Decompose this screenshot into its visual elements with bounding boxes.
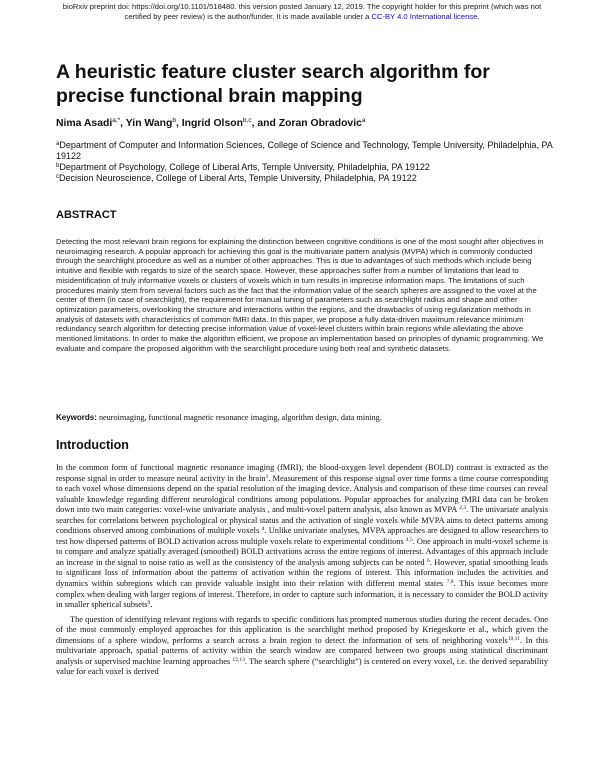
- license-link[interactable]: CC-BY 4.0 International license: [371, 11, 478, 21]
- author-affiliation-mark: a: [361, 117, 366, 124]
- author-name: Yin Wang: [125, 118, 173, 129]
- intro-paragraph: The question of identifying relevant regions with regards to specific conditions has prompted numerous studies during the recent decades. One of the most commonly employed approaches for this application is the searchlight method proposed by Kriegeskorte et al., which given the dimensions of a sphere window, performs a search across a brain region to detect the information of sets of neighboring voxels$^{10,11}$. In this multivariate approach, spatial patterns of activity within the search window are compared between two groups using statistical discriminant analysis or supervised machine learning approaches $^{12,13}$. The search sphere (“searchlight”) is centered on every voxel, i.e. the derived separability value for each voxel is derived: [56, 614, 549, 677]
- citation-ref: 12,13: [232, 656, 245, 663]
- citation-ref: 1: [265, 473, 269, 480]
- author-affiliation-mark: a,*: [112, 117, 121, 124]
- author-name: Nima Asadi: [56, 118, 113, 129]
- author-affiliation-mark: b: [172, 117, 176, 124]
- citation-ref: 2,3: [459, 505, 467, 512]
- affiliation-list: [56, 140, 556, 184]
- citation-ref: 4,5: [405, 536, 413, 543]
- citation-ref: 4: [261, 526, 265, 533]
- citation-ref: 9: [147, 600, 151, 607]
- citation-ref: 6: [427, 557, 430, 564]
- abstract-text: Detecting the most relevant brain regions for explaining the distinction between cognitive conditions is one of the most sought after objectives in neuroimaging research. A popular approach for achieving this goal is the multivariate pattern analysis (MVPA) which is commonly conducted through the searchlight procedure as well as a number of other approaches. This is due to advantages of such methods which include being intuitive and flexible with regards to size of the search space. However, these approaches suffer from a number of limitations that lead to misidentification of truly informative voxels or clusters of voxels which in turn results in imprecise information maps. The limitations of such procedures mainly stem from several factors such as the fact that the information value of the search spheres are assigned to the voxel at the center of them (in case of searchlight), the requirement for manual tuning of parameters such as searchlight radius and shape and other optimization parameters, overlooking the structure and interactions within the regions, and the drawbacks of using regularization methods in analysis of datasets with characteristics of common fMRI data. In this paper, we propose a fully data-driven maximum relevance minimum redundancy search algorithm for detecting precise information value of voxel-level clusters within brain regions while alleviating the above mentioned limitations. In order to make the algorithm efficient, we propose an implementation based on principles of dynamic programming. We evaluate and compare the proposed algorithm with the searchlight procedure using both real and synthetic datasets.: [56, 237, 544, 353]
- preprint-notice: bioRxiv preprint doi: https://doi.org/10.1101/518480. this version posted January 12, 2019. The copyright holder for this preprint (which was not certified by peer review) is the author/funder. It is made available under a CC-BY 4.0 International license.: [62, 2, 542, 21]
- introduction-heading: Introduction: [56, 438, 129, 452]
- affiliation: $^a$Department of Computer and Information Sciences, College of Science and Technology, Temple University, Philadelphia, PA 19122: [56, 140, 553, 162]
- abstract-heading: ABSTRACT: [56, 209, 117, 221]
- author-list: Nima Asadi$^{a,*}$, Yin Wang$^b$, Ingrid Olson$^{b,c}$, and Zoran Obradovic$^a$: [56, 117, 366, 129]
- affiliation: $^b$Department of Psychology, College of Liberal Arts, Temple University, Philadelphia, PA 19122: [56, 162, 430, 173]
- author-affiliation-mark: b,c: [242, 117, 252, 124]
- keywords-line: [56, 413, 548, 423]
- notice-line-1: bioRxiv preprint doi: https://doi.org/10.1101/518480. this version posted January 12, 2019. The copyright holder for this preprint (which was not: [62, 2, 542, 11]
- intro-paragraph: In the common form of functional magnetic resonance imaging (fMRI), the blood-oxygen level dependent (BOLD) contrast is extracted as the response signal in order to measure neural activity in the brain$^1$. Measurement of this response signal over time forms a time course corresponding to each voxel whose dimensions depend on the spatial resolution of the imaging device. Analysis and comparison of these time courses can reveal valuable knowledge regarding different neurological conditions among populations. Popular approaches for analyzing fMRI data can be broken down into two main categories: voxel-wise univariate analysis , and multi-voxel pattern analysis, also known as MVPA $^{2,3}$. The univariate analysis searches for correlations between psychological or physical status and the activation of single voxels while MVPA aims to detect patterns among conditions observed among combinations of multiple voxels $^4$. Unlike univariate analyses, MVPA approaches are designed to allow researchers to test how dispersed patterns of BOLD activation across multiple voxels relate to experimental conditions $^{4,5}$. One approach in multi-voxel scheme is to compare and analyze spatially averaged (smoothed) BOLD activations across the entire regions of interest. Advantages of this approach include an increase in the signal to noise ratio as well as the consistency of the analysis among subjects can be noted $^6$. However, spatial smoothing leads to significant loss of information about the patterns of activation within the regions of interest. This information includes the activities and dynamics within subregions which can provide valuable insight into their relation with different mental states $^{7,8}$. This issue becomes more complex when dealing with larger regions of interest. Therefore, in order to capture such information, it is necessary to consider the BOLD activity in smaller spherical subsets$^9$.: [56, 463, 549, 610]
- citation-ref: 7,8: [446, 579, 454, 586]
- keywords-label: Keywords:: [56, 413, 97, 422]
- author-name: Zoran Obradovic: [278, 118, 362, 129]
- introduction-body: [56, 463, 548, 678]
- keywords-text: neuroimaging, functional magnetic resonance imaging, algorithm design, data mining.: [98, 413, 382, 422]
- citation-ref: 10,11: [507, 635, 520, 642]
- author-name: Ingrid Olson: [181, 118, 243, 129]
- paper-title: A heuristic feature cluster search algorithm for precise functional brain mapping: [56, 61, 490, 107]
- affiliation: $^c$Decision Neuroscience, College of Liberal Arts, Temple University, Philadelphia, PA 19122: [56, 173, 417, 184]
- notice-line-2: certified by peer review) is the author/funder. It is made available under a: [124, 11, 370, 21]
